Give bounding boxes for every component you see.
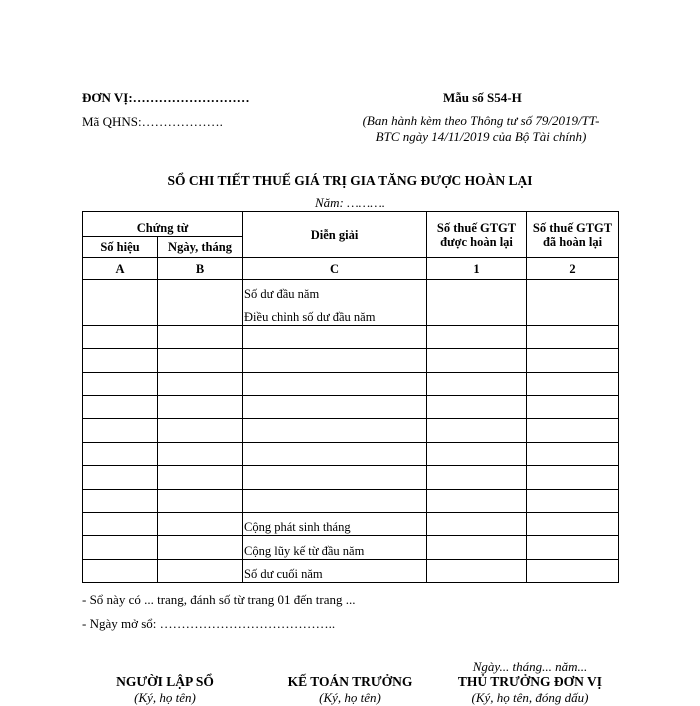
year-label: Năm: ……….	[314, 195, 386, 210]
ledger-table	[82, 211, 619, 583]
cell-refundable	[427, 395, 527, 418]
chief-accountant-note: (Ký, họ tên)	[319, 690, 381, 705]
cell-number	[83, 349, 158, 372]
cell-date	[158, 419, 243, 442]
cell-date	[158, 349, 243, 372]
cell-date	[158, 372, 243, 395]
cell-date	[158, 395, 243, 418]
cell-number	[83, 512, 158, 535]
note-pages: - Sổ này có ... trang, đánh số từ trang 01 đến trang ...	[82, 592, 356, 607]
cell-refunded	[527, 302, 619, 325]
head-title: THỦ TRƯỞNG ĐƠN VỊ	[457, 674, 603, 689]
issued-note-line2: BTC ngày 14/11/2019 của Bộ Tài chính)	[375, 129, 587, 144]
table-row	[83, 489, 619, 512]
cell-refundable	[427, 489, 527, 512]
cell-description	[243, 349, 427, 372]
cell-number	[83, 280, 158, 303]
cell-refunded	[527, 372, 619, 395]
refundable-tax-header	[427, 212, 527, 258]
preparer-title: NGƯỜI LẬP SỔ	[116, 674, 214, 689]
cell-refunded	[527, 395, 619, 418]
cell-refundable	[427, 325, 527, 348]
cell-number	[83, 466, 158, 489]
column-code-a: A	[83, 258, 158, 280]
cell-number	[83, 302, 158, 325]
cell-number	[83, 325, 158, 348]
cell-refunded	[527, 559, 619, 582]
cell-refunded	[527, 419, 619, 442]
refundable-tax-header-line2: được hoàn lại	[440, 234, 513, 249]
cell-refundable	[427, 280, 527, 303]
table-row	[83, 302, 619, 325]
cell-description: Số dư cuối năm	[243, 559, 427, 582]
table-row	[83, 442, 619, 465]
cell-date	[158, 466, 243, 489]
refunded-tax-header-line2: đã hoàn lại	[542, 234, 603, 249]
cell-date	[158, 512, 243, 535]
cell-refunded	[527, 325, 619, 348]
cell-refundable	[427, 372, 527, 395]
cell-number	[83, 536, 158, 559]
table-row	[83, 349, 619, 372]
cell-description	[243, 466, 427, 489]
cell-refundable	[427, 419, 527, 442]
cell-refunded	[527, 536, 619, 559]
cell-refundable	[427, 349, 527, 372]
cell-date	[158, 302, 243, 325]
table-row	[83, 325, 619, 348]
table-row	[83, 419, 619, 442]
description-header: Diễn giải	[243, 212, 427, 258]
cell-description	[243, 442, 427, 465]
cell-refunded	[527, 466, 619, 489]
head-note: (Ký, họ tên, đóng dấu)	[471, 690, 589, 705]
cell-date	[158, 325, 243, 348]
cell-refundable	[427, 466, 527, 489]
column-code-2: 2	[527, 258, 619, 280]
cell-refunded	[527, 280, 619, 303]
page-title: SỔ CHI TIẾT THUẾ GIÁ TRỊ GIA TĂNG ĐƯỢC HOÀN LẠI	[167, 173, 533, 188]
refunded-tax-header-line1: Số thuế GTGT	[532, 220, 613, 235]
cell-refundable	[427, 536, 527, 559]
signature-date-line: Ngày... tháng... năm...	[472, 659, 588, 674]
cell-description	[243, 372, 427, 395]
cell-date	[158, 442, 243, 465]
voucher-group-header: Chứng từ	[83, 212, 243, 237]
cell-description	[243, 395, 427, 418]
cell-refundable	[427, 302, 527, 325]
cell-refunded	[527, 349, 619, 372]
voucher-date-header: Ngày, tháng	[158, 237, 243, 258]
cell-date	[158, 559, 243, 582]
cell-description: Số dư đầu năm	[243, 280, 427, 303]
column-code-c: C	[243, 258, 427, 280]
refundable-tax-header-line1: Số thuế GTGT	[436, 220, 517, 235]
voucher-number-header: Số hiệu	[83, 237, 158, 258]
preparer-note: (Ký, họ tên)	[134, 690, 196, 705]
table-row	[83, 280, 619, 303]
qhns-label: Mã QHNS:……………….	[82, 114, 223, 129]
unit-label: ĐƠN VỊ:………………………	[82, 90, 250, 105]
cell-number	[83, 395, 158, 418]
note-open-date: - Ngày mở sổ: …………………………………..	[82, 616, 336, 631]
column-code-1: 1	[427, 258, 527, 280]
cell-number	[83, 419, 158, 442]
table-row	[83, 512, 619, 535]
cell-number	[83, 372, 158, 395]
cell-refunded	[527, 489, 619, 512]
table-row	[83, 372, 619, 395]
cell-date	[158, 489, 243, 512]
refunded-tax-header	[527, 212, 619, 258]
cell-date	[158, 280, 243, 303]
form-code: Mẫu số S54-H	[443, 90, 522, 105]
table-row	[83, 395, 619, 418]
cell-description	[243, 489, 427, 512]
table-row	[83, 536, 619, 559]
cell-description: Cộng phát sinh tháng	[243, 512, 427, 535]
cell-refundable	[427, 512, 527, 535]
table-row	[83, 559, 619, 582]
table-row	[83, 466, 619, 489]
column-code-b: B	[158, 258, 243, 280]
cell-number	[83, 442, 158, 465]
cell-number	[83, 559, 158, 582]
cell-description	[243, 419, 427, 442]
cell-number	[83, 489, 158, 512]
cell-description: Cộng lũy kế từ đầu năm	[243, 536, 427, 559]
cell-refundable	[427, 559, 527, 582]
cell-description: Điều chỉnh số dư đầu năm	[243, 302, 427, 325]
chief-accountant-title: KẾ TOÁN TRƯỞNG	[287, 674, 413, 689]
cell-description	[243, 325, 427, 348]
cell-refundable	[427, 442, 527, 465]
cell-refunded	[527, 442, 619, 465]
issued-note-line1: (Ban hành kèm theo Thông tư số 79/2019/TT-	[362, 113, 600, 128]
cell-refunded	[527, 512, 619, 535]
cell-date	[158, 536, 243, 559]
